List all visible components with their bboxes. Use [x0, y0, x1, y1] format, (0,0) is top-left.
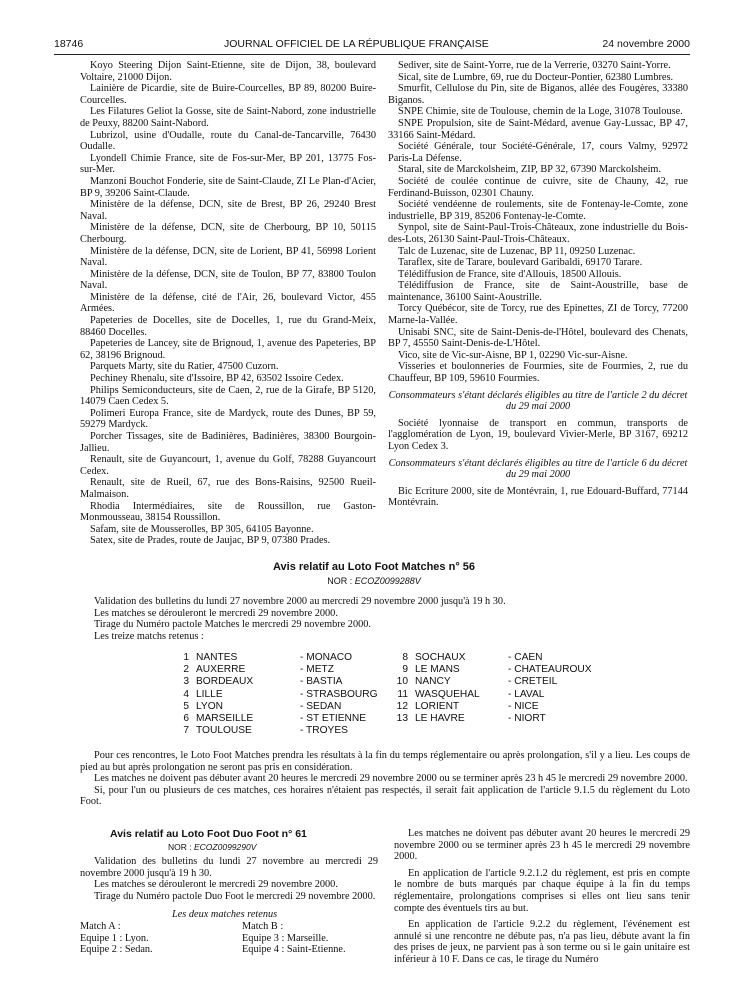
- list-item: Visseries et boulonneries de Fourmies, site de Fourmies, 2, rue du Chauffeur, BP 109, 59610 Fourmies.: [388, 361, 688, 385]
- away-team: - CHATEAUROUX: [508, 664, 592, 676]
- list-item: Lainière de Picardie, site de Buire-Courcelles, BP 89, 80200 Buire-Courcelles.: [80, 83, 376, 106]
- match-number: 1: [183, 652, 189, 663]
- list-item: Lubrizol, usine d'Oudalle, route du Canal-de-Tancarville, 76430 Oudalle.: [80, 129, 376, 153]
- list-item: Papeteries de Docelles, site de Docelles, 1, rue du Grand-Meix, 88460 Docelles.: [80, 315, 376, 338]
- nor-label: NOR :: [168, 842, 192, 852]
- list-item: Unisabi SNC, site de Saint-Denis-de-l'Hôtel, boulevard des Chenats, BP 7, 45550 Saint-Denis-de-L'Hôtel.: [388, 326, 688, 350]
- retenus-text: Les treize matchs retenus :: [94, 630, 204, 642]
- list-item: Bic Ecriture 2000, site de Montévrain, 1, rue Edouard-Buffard, 77144 Montévrain.: [388, 485, 688, 509]
- home-team: SOCHAUX: [415, 652, 466, 663]
- loto-intro: [80, 596, 690, 642]
- match-number: 10: [396, 676, 408, 688]
- away-team: - METZ: [300, 664, 334, 676]
- list-item: Safam, site de Mousserolles, BP 305, 64105 Bayonne.: [90, 523, 314, 535]
- away-team: - LAVAL: [508, 688, 545, 700]
- matches-numbers-right: [392, 652, 408, 725]
- page-header: [54, 38, 690, 52]
- matches-away-left: [300, 652, 378, 737]
- rule-paragraph: Les matches ne doivent pas débuter avant 20 heures le mercredi 29 novembre 2000 ou se terminer après 23 h 45 le mercredi 29 novembre 2000.: [394, 828, 690, 863]
- home-team: WASQUEHAL: [415, 688, 480, 700]
- list-item: Staral, site de Marckolsheim, ZIP, BP 32, 67390 Marckolsheim.: [398, 164, 662, 176]
- matches-home-left: [196, 652, 253, 737]
- nor-label: NOR :: [327, 576, 353, 586]
- away-team: - CAEN: [508, 652, 543, 663]
- team-2: Equipe 2 : Sedan.: [80, 944, 153, 956]
- home-team: BORDEAUX: [196, 676, 254, 688]
- list-item: Lyondell Chimie France, site de Fos-sur-Mer, BP 201, 13775 Fos-sur-Mer.: [80, 152, 376, 176]
- home-team: AUXERRE: [196, 664, 246, 676]
- matches-numbers-left: [175, 652, 189, 737]
- list-item: Porcher Tissages, site de Badinières, Badinières, 38300 Bourgoin-Jallieu.: [80, 431, 376, 454]
- matches-away-right: [508, 652, 592, 725]
- list-item: Pechiney Rhenalu, site d'Issoire, BP 42, 63502 Issoire Cedex.: [90, 373, 344, 385]
- match-number: 8: [402, 652, 408, 663]
- list-item: Parquets Marty, site du Ratier, 47500 Cuzorn.: [90, 361, 279, 373]
- home-team: LE MANS: [415, 664, 460, 676]
- match-number: 12: [396, 700, 408, 712]
- match-number: 3: [183, 676, 189, 688]
- match-number: 4: [183, 688, 189, 700]
- list-item: Papeteries de Lancey, site de Brignoud, 1, avenue des Papeteries, BP 62, 38196 Brignoud.: [80, 338, 376, 361]
- header-rule: [54, 54, 690, 55]
- away-team: - BASTIA: [300, 676, 343, 688]
- list-item: Synpol, site de Saint-Paul-Trois-Châteaux, zone industrielle du Bois-des-Lots, 26130 Saint-Paul-Trois-Châteaux.: [388, 222, 688, 245]
- list-item: Satex, site de Prades, route de Jaujac, BP 9, 07380 Prades.: [90, 535, 331, 547]
- home-team: NANCY: [415, 676, 451, 688]
- away-team: - CRETEIL: [508, 676, 558, 688]
- home-team: NANTES: [196, 652, 238, 663]
- loto-nor: [0, 576, 748, 586]
- list-item: Taraflex, site de Tarare, boulevard Garibaldi, 69170 Tarare.: [398, 257, 643, 269]
- list-item: Sediver, site de Saint-Yorre, rue de la Verrerie, 03270 Saint-Yorre.: [398, 60, 671, 71]
- list-item: Société Générale, tour Société-Générale, 17, cours Valmy, 92972 Paris-La Défense.: [388, 141, 688, 164]
- match-number: 13: [396, 713, 408, 725]
- list-item: Société de coulée continue de cuivre, site de Chauny, 42, rue Ferdinand-Buisson, 02301 Chauny.: [388, 175, 688, 199]
- issue-date: 24 novembre 2000: [602, 38, 690, 50]
- list-item: Ministère de la défense, cité de l'Air, 26, boulevard Victor, 455 Armées.: [80, 291, 376, 315]
- match-number: 11: [397, 688, 408, 700]
- list-item: Rhodia Intermédiaires, site de Roussillon, rue Gaston-Monmousseau, 38154 Roussillon.: [80, 500, 376, 524]
- deroulement-text: Les matches se dérouleront le mercredi 29 novembre 2000.: [94, 607, 338, 619]
- list-item: SNPE Chimie, site de Toulouse, chemin de la Loge, 31078 Toulouse.: [398, 106, 683, 118]
- away-team: - SEDAN: [300, 700, 342, 712]
- away-team: - MONACO: [300, 652, 353, 663]
- duo-intro: [80, 856, 378, 902]
- rule-paragraph: Les matches ne doivent pas débuter avant 20 heures le mercredi 29 novembre 2000 ou se terminer après 23 h 45 le mercredi 29 novembre 2000.: [94, 773, 688, 785]
- rule-paragraph: En application de l'article 9.2.2 du règlement, l'événement est annulé si une rencontre ne débute pas, n'a pas lieu, débute avant la fin des prises de jeux, ne parvient pas à son terme ou si le gain unitaire est inférieur à 10 F. Dans ce cas, le tirage du Numéro: [394, 919, 690, 965]
- right-column-list: [388, 60, 688, 509]
- duo-rules: [394, 828, 690, 966]
- home-team: LE HAVRE: [415, 713, 465, 725]
- list-item: Télédiffusion de France, site d'Allouis, 18500 Allouis.: [398, 268, 622, 280]
- match-number: 9: [402, 664, 408, 676]
- match-number: 5: [183, 700, 189, 712]
- list-item: Sical, site de Lumbre, 69, rue du Docteur-Pontier, 62380 Lumbres.: [398, 71, 674, 83]
- journal-title: JOURNAL OFFICIEL DE LA RÉPUBLIQUE FRANÇAISE: [224, 38, 489, 50]
- home-team: LILLE: [196, 688, 223, 700]
- section-heading-art6: Consommateurs s'étant déclarés éligibles au titre de l'article 6 du décret du 29 mai 2000: [388, 457, 688, 481]
- list-item: Télédiffusion de France, site de Saint-Aoustrille, base de maintenance, 36100 Saint-Aoustrille.: [388, 280, 688, 303]
- list-item: Torcy Québécor, site de Torcy, rue des Epinettes, ZI de Torcy, 77200 Marne-la-Vallée.: [388, 303, 688, 327]
- match-a-label: Match A :: [80, 921, 121, 932]
- duo-match-a: [80, 921, 153, 956]
- list-item: Talc de Luzenac, site de Luzenac, BP 11, 09250 Luzenac.: [398, 245, 636, 257]
- list-item: Société vendéenne de roulements, site de Fontenay-le-Comte, zone industrielle, BP 319, 85206 Fontenay-le-Comte.: [388, 199, 688, 222]
- home-team: LORIENT: [415, 700, 460, 712]
- validation-text: Validation des bulletins du lundi 27 novembre 2000 au mercredi 29 novembre 2000 jusqu'à 19 h 30.: [94, 596, 506, 607]
- away-team: - ST ETIENNE: [300, 713, 367, 725]
- match-number: 2: [183, 664, 189, 676]
- away-team: - TROYES: [300, 725, 348, 737]
- list-item: Manzoni Bouchot Fonderie, site de Saint-Claude, ZI Le Plan-d'Acier, BP 9, 39206 Saint-Claude.: [80, 175, 376, 199]
- page-number: 18746: [54, 38, 84, 50]
- away-team: - STRASBOURG: [300, 688, 378, 700]
- team-1: Equipe 1 : Lyon.: [80, 932, 149, 944]
- home-team: LYON: [196, 700, 223, 712]
- away-team: - NIORT: [508, 713, 546, 725]
- list-item: Ministère de la défense, DCN, site de Lorient, BP 41, 56998 Lorient Naval.: [80, 245, 376, 269]
- tirage-text: Tirage du Numéro pactole Duo Foot le mercredi 29 novembre 2000.: [94, 890, 376, 902]
- team-4: Equipe 4 : Saint-Etienne.: [242, 944, 346, 956]
- list-item: SNPE Propulsion, site de Saint-Médard, avenue Gay-Lussac, BP 47, 33166 Saint-Médard.: [388, 117, 688, 141]
- match-b-label: Match B :: [242, 921, 284, 932]
- loto-rules: [80, 750, 690, 808]
- left-column-list: [80, 60, 376, 547]
- list-item: Société lyonnaise de transport en commun, transports de l'agglomération de Lyon, 19, boulevard Vivier-Merle, BP 3167, 69212 Lyon Cedex 3.: [388, 417, 688, 452]
- away-team: - NICE: [508, 700, 539, 712]
- team-3: Equipe 3 : Marseille.: [242, 932, 329, 944]
- list-item: Vico, site de Vic-sur-Aisne, BP 1, 02290 Vic-sur-Aisne.: [398, 349, 628, 361]
- duo-match-b: [242, 921, 346, 956]
- home-team: TOULOUSE: [196, 725, 252, 737]
- validation-text: Validation des bulletins du lundi 27 novembre au mercredi 29 novembre 2000 jusqu'à 19 h 30.: [80, 856, 378, 879]
- rule-paragraph: En application de l'article 9.2.1.2 du règlement, est pris en compte le nombre de buts marqués par chaque équipe à la fin du temps réglementaire, prolongations comprises si elles ont lieu sans tenir compte des éventuels tirs au but.: [394, 867, 690, 914]
- list-item: Ministère de la défense, DCN, site de Toulon, BP 77, 83800 Toulon Naval.: [80, 268, 376, 292]
- nor-code: ECOZ0099290V: [194, 842, 257, 852]
- list-item: Renault, site de Guyancourt, 1, avenue du Golf, 78288 Guyancourt Cedex.: [80, 454, 376, 477]
- duo-foot-title: Avis relatif au Loto Foot Duo Foot n° 61: [110, 828, 307, 840]
- matches-home-right: [415, 652, 480, 725]
- list-item: Koyo Steering Dijon Saint-Etienne, site de Dijon, 38, boulevard Voltaire, 21000 Dijon.: [80, 60, 376, 83]
- list-item: Les Filatures Geliot la Gosse, site de Saint-Nabord, zone industrielle de Peuxy, 88200 Saint-Nabord.: [80, 106, 376, 129]
- list-item: Ministère de la défense, DCN, site de Cherbourg, BP 10, 50115 Cherbourg.: [80, 222, 376, 245]
- match-number: 6: [183, 713, 189, 725]
- deroulement-text: Les matches se dérouleront le mercredi 29 novembre 2000.: [94, 879, 338, 891]
- rule-paragraph: Pour ces rencontres, le Loto Foot Matches prendra les résultats à la fin du temps réglementaire ou après prolongation, s'il y a lieu. Les coups de pied au but après prolongation ne seront pas pris en considération.: [80, 750, 690, 773]
- list-item: Philips Semiconducteurs, site de Caen, 2, rue de la Girafe, BP 5120, 14079 Caen Cedex 5.: [80, 384, 376, 408]
- home-team: MARSEILLE: [196, 713, 254, 725]
- tirage-text: Tirage du Numéro pactole Matches le mercredi 29 novembre 2000.: [94, 619, 371, 631]
- list-item: Renault, site de Rueil, 67, rue des Bons-Raisins, 92500 Rueil-Malmaison.: [80, 477, 376, 500]
- list-item: Smurfit, Cellulose du Pin, site de Biganos, allée des Fougères, 33380 Biganos.: [388, 83, 688, 106]
- duo-nor: [168, 842, 256, 852]
- list-item: Ministère de la défense, DCN, site de Brest, BP 26, 29240 Brest Naval.: [80, 199, 376, 222]
- section-heading-art2: Consommateurs s'étant déclarés éligibles au titre de l'article 2 du décret du 29 mai 2000: [388, 389, 688, 413]
- list-item: Polimeri Europa France, site de Mardyck, route des Dunes, BP 59, 59279 Mardyck.: [80, 407, 376, 431]
- nor-code: ECOZ0099288V: [354, 576, 421, 586]
- duo-retenus: Les deux matches retenus: [172, 909, 278, 920]
- match-number: 7: [183, 725, 189, 737]
- loto-foot-title: Avis relatif au Loto Foot Matches n° 56: [272, 561, 476, 573]
- rule-paragraph: Si, pour l'un ou plusieurs de ces matches, ces horaires n'étaient pas respectés, il serait fait application de l'article 9.1.5 du règlement du Loto Foot.: [80, 784, 690, 808]
